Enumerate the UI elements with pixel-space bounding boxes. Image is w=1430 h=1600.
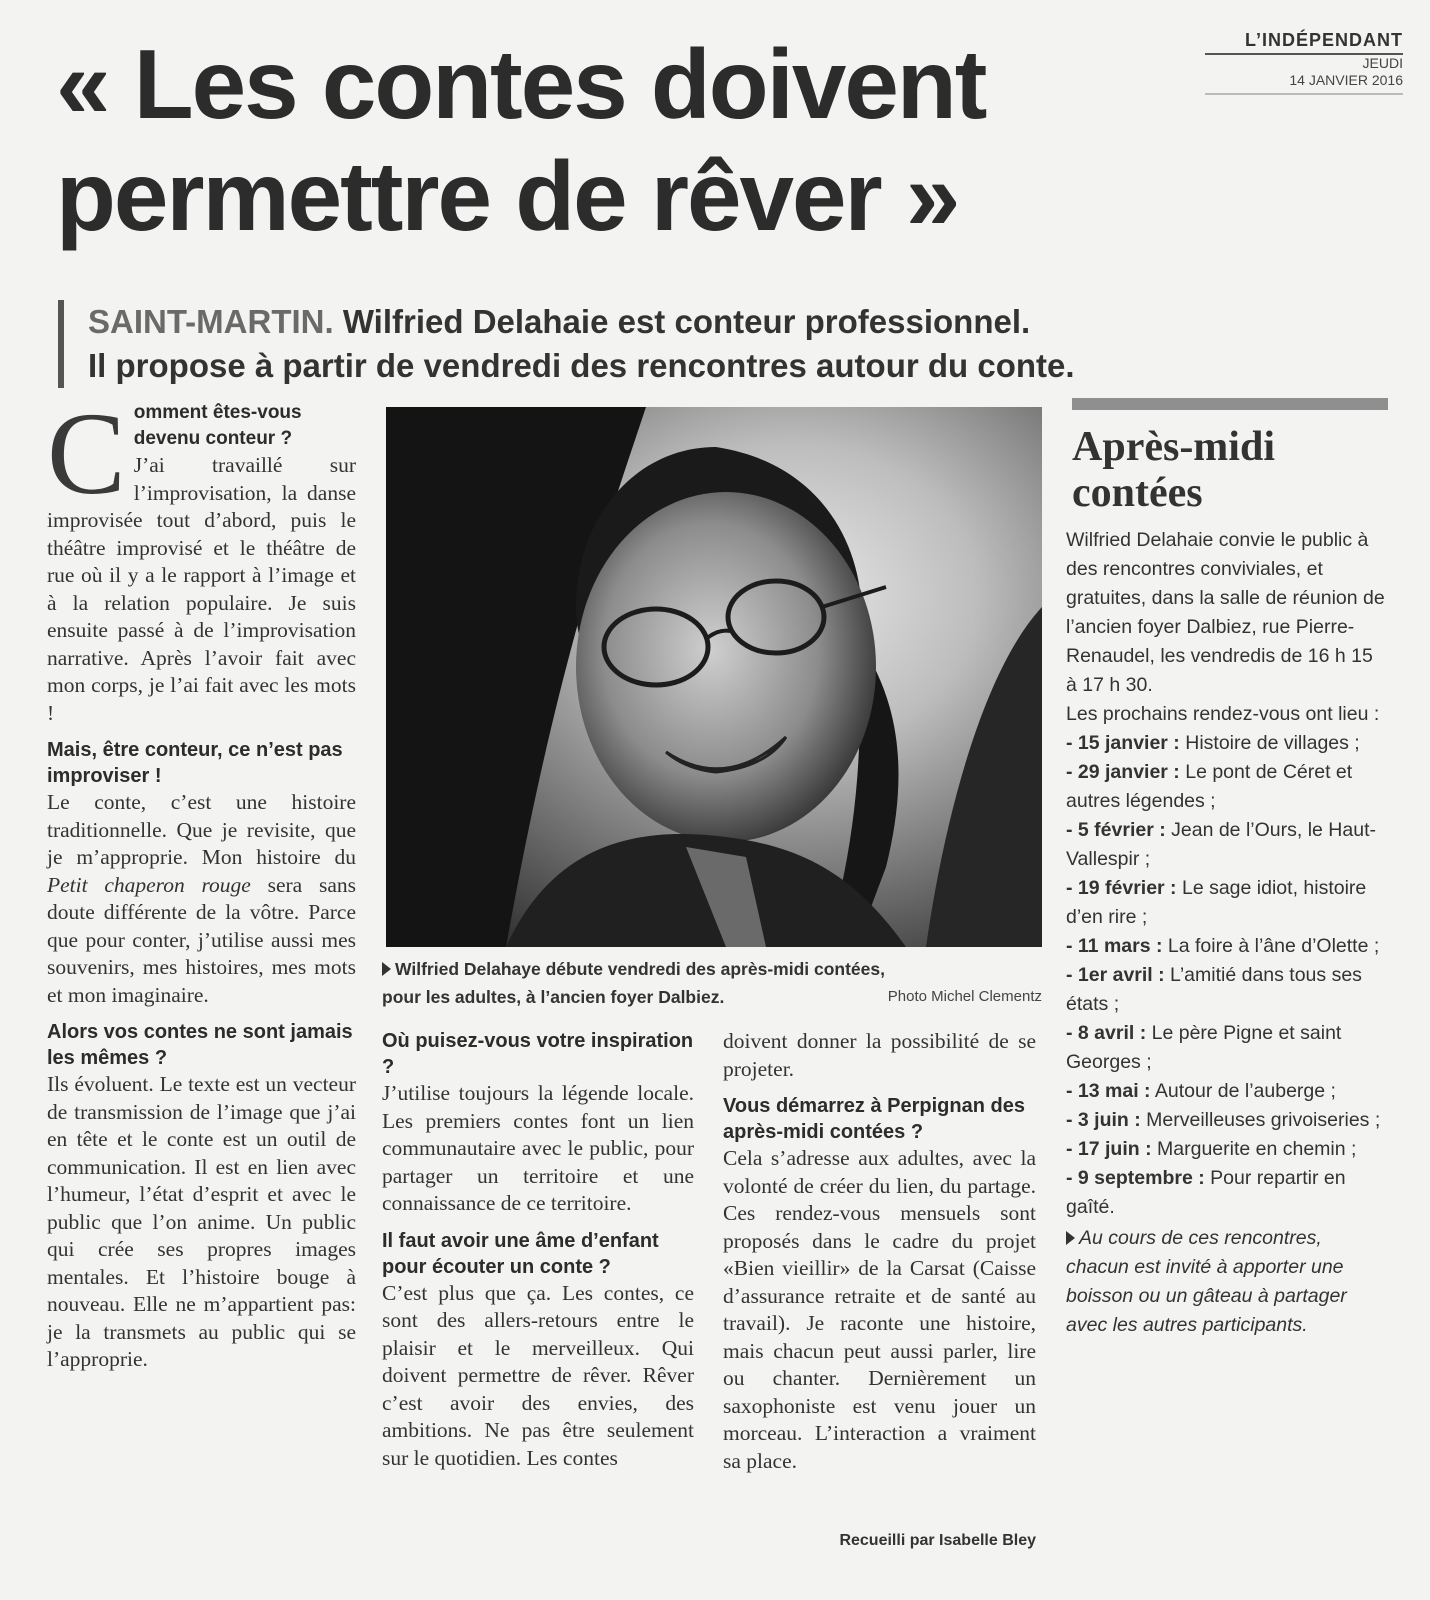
event-date: - 13 mai :	[1066, 1080, 1151, 1102]
article-column-2	[382, 1028, 694, 1472]
sidebar-note-text: Au cours de ces rencontres, chacun est invité à apporter une boisson ou un gâteau à partager avec les autres participants.	[1066, 1227, 1347, 1336]
event-date: - 17 juin :	[1066, 1138, 1152, 1160]
event-date: - 15 janvier :	[1066, 732, 1180, 754]
event-title: La foire à l’âne d’Olette ;	[1162, 935, 1380, 957]
sidebar-intro: Wilfried Delahaie convie le public à des rencontres conviviales, et gratuites, dans la salle de réunion de l’ancien foyer Dalbiez, rue Pierre-Renaudel, les vendredis de 16 h 15 à 17 h 30.	[1066, 529, 1385, 696]
answer-5: C’est plus que ça. Les contes, ce sont des allers-retours entre le plaisir et le merveilleux. Qui doivent permettre de rêver. Rêver c’est avoir des envies, des ambitions. Ne pas être seulement sur le quotidien. Les contes	[382, 1280, 694, 1470]
event-item	[1066, 1106, 1388, 1135]
article-column-3	[723, 1028, 1036, 1475]
answer-2	[47, 789, 356, 1009]
question-3: Alors vos contes ne sont jamais les mêmes ?	[47, 1021, 353, 1069]
answer-4: J’utilise toujours la légende locale. Les premiers contes font un lien communautaire avec le public, pour partager un territoire et une connaissance de ce territoire.	[382, 1081, 694, 1215]
question-5: Il faut avoir une âme d’enfant pour écouter un conte ?	[382, 1229, 659, 1278]
sidebar-rule	[1072, 398, 1388, 410]
event-title: Marguerite en chemin ;	[1151, 1138, 1357, 1160]
event-title: Pour repartir en gaîté.	[1066, 1167, 1346, 1218]
answer-1: J’ai travaillé sur l’improvisation, la danse improvisée tout d’abord, puis le théâtre improvisé et le théâtre de rue où il y a le rapport à l’image et à la relation populaire. Je suis ensuite passé à de l’improvisation narrative. Après l’avoir fait avec mon corps, je l’ai fait avec les mots !	[47, 453, 356, 725]
event-item	[1066, 758, 1388, 816]
question-6: Vous démarrez à Perpignan des après-midi contées ?	[723, 1095, 1025, 1143]
caption-line-1: Wilfried Delahaye débute vendredi des après-midi contées,	[395, 959, 885, 979]
event-item	[1066, 729, 1388, 758]
answer-3: Ils évoluent. Le texte est un vecteur de transmission de l’image que j’ai en tête et le conte est un outil de communication. Il est en lien avec l’humeur, l’état d’esprit et avec le public que l’on anime. Un public qui crée ses propres images mentales. Et l’histoire bouge à nouveau. Elle ne m’appartient pas: je la transmets au public qui se l’approprie.	[47, 1072, 356, 1371]
event-date: - 9 septembre :	[1066, 1167, 1205, 1189]
byline: Recueilli par Isabelle Bley	[839, 1532, 1036, 1549]
photo-credit: Photo Michel Clementz	[887, 988, 1042, 1005]
event-title: Histoire de villages ;	[1179, 732, 1360, 754]
sidebar-title: Après-midi contées	[1072, 424, 1275, 516]
deck-line-1: Wilfried Delahaie est conteur professionnel.	[333, 303, 1031, 340]
deck-line-2: Il propose à partir de vendredi des rencontres autour du conte.	[88, 347, 1075, 384]
headline-line-1: « Les contes doivent	[56, 29, 986, 139]
headline	[56, 28, 1176, 252]
event-item	[1066, 1077, 1388, 1106]
event-title: Autour de l’auberge ;	[1150, 1080, 1336, 1102]
event-date: - 5 février :	[1066, 819, 1166, 841]
event-date: - 11 mars :	[1066, 935, 1163, 957]
event-list	[1066, 729, 1388, 1222]
deck	[58, 300, 1378, 388]
answer-6: Cela s’adresse aux adultes, avec la volonté de créer du lien, du partage. Ces rendez-vous mensuels sont proposés dans le cadre du projet «Bien vieillir» de la Carsat (Caisse d’assurance retraite et de santé au travail). Je raconte une histoire, mais chacun peut aussi parler, lire ou chanter. Dernièrement un saxophoniste est venu jouer un morceau. L’interaction a vraiment sa place.	[723, 1146, 1036, 1473]
portrait-photo	[386, 407, 1042, 947]
event-item	[1066, 1135, 1388, 1164]
event-title: L’amitié dans tous ses états ;	[1066, 964, 1362, 1015]
masthead	[1205, 30, 1403, 95]
event-item	[1066, 816, 1388, 874]
sidebar-next-label: Les prochains rendez-vous ont lieu :	[1066, 703, 1380, 725]
question-2: Mais, être conteur, ce n’est pas improviser !	[47, 739, 343, 787]
newspaper-name: L’INDÉPENDANT	[1205, 30, 1403, 55]
portrait-illustration	[386, 407, 1042, 947]
event-item	[1066, 961, 1388, 1019]
sidebar-box	[1066, 398, 1388, 1340]
event-item	[1066, 1019, 1388, 1077]
photo-caption	[382, 955, 1042, 1011]
answer-5-continued: doivent donner la possibilité de se projeter.	[723, 1029, 1036, 1081]
headline-line-2: permettre de rêver »	[56, 141, 959, 251]
event-date: - 29 janvier :	[1066, 761, 1180, 783]
sidebar-note	[1066, 1224, 1388, 1340]
event-item	[1066, 874, 1388, 932]
answer-2-part-1: Le conte, c’est une histoire traditionnelle. Que je revisite, que je m’approprie. Mon histoire du	[47, 790, 356, 869]
drop-cap: C	[47, 388, 126, 519]
caption-arrow-icon	[382, 962, 391, 976]
article-column-1	[47, 388, 356, 1374]
event-title: Jean de l’Ours, le Haut-Vallespir ;	[1066, 819, 1376, 870]
publication-day: JEUDI	[1362, 55, 1403, 71]
event-title: Merveilleuses grivoiseries ;	[1140, 1109, 1381, 1131]
event-title: Le sage idiot, histoire d’en rire ;	[1066, 877, 1367, 928]
dateline-location: SAINT-MARTIN.	[88, 303, 334, 340]
question-4: Où puisez-vous votre inspiration ?	[382, 1030, 694, 1078]
publication-date: 14 JANVIER 2016	[1289, 72, 1403, 88]
answer-2-part-2: sera sans doute différente de la vôtre. Parce que pour conter, j’utilise aussi mes souvenirs, mes histoires, mes mots et mon imaginaire.	[47, 872, 356, 1007]
event-item	[1066, 932, 1388, 961]
note-arrow-icon	[1066, 1231, 1075, 1245]
answer-2-title: Petit chaperon rouge	[47, 872, 251, 897]
event-date: - 1er avril :	[1066, 964, 1165, 986]
question-1: omment êtes-vous devenu conteur ?	[133, 402, 302, 449]
event-date: - 19 février :	[1066, 877, 1177, 899]
event-date: - 3 juin :	[1066, 1109, 1141, 1131]
event-title: Le pont de Céret et autres légendes ;	[1066, 761, 1353, 812]
event-title: Le père Pigne et saint Georges ;	[1066, 1022, 1342, 1073]
caption-line-2: pour les adultes, à l’ancien foyer Dalbiez.	[382, 987, 725, 1007]
event-date: - 8 avril :	[1066, 1022, 1147, 1044]
event-item	[1066, 1164, 1388, 1222]
masthead-rule	[1205, 93, 1403, 95]
